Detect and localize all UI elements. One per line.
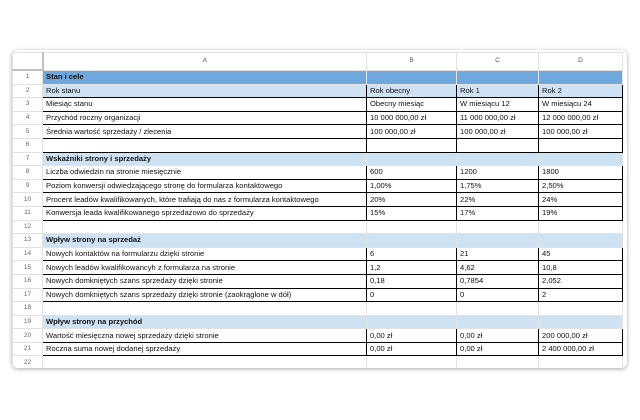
select-all-corner[interactable]: [13, 53, 43, 71]
cell-a18[interactable]: [43, 302, 367, 316]
cell-a12[interactable]: [43, 220, 367, 234]
cell-d6[interactable]: [539, 138, 623, 152]
cell-c15[interactable]: 4,62: [457, 261, 539, 275]
cell-c9[interactable]: 1,75%: [457, 179, 539, 193]
cell-c16[interactable]: 0,7854: [457, 274, 539, 288]
row-number[interactable]: 4: [13, 111, 43, 125]
cell-a20[interactable]: Wartość miesięczna nowej sprzedaży dzięki stronie: [43, 329, 367, 343]
row-number[interactable]: 8: [13, 166, 43, 180]
cell-a13[interactable]: Wpływ strony na sprzedaż: [43, 234, 367, 248]
table-row: [13, 274, 623, 288]
cell-c17[interactable]: 0: [457, 288, 539, 302]
cell-b15[interactable]: 1,2: [367, 261, 457, 275]
cell-c3[interactable]: W miesiącu 12: [457, 98, 539, 112]
cell-c10[interactable]: 22%: [457, 193, 539, 207]
cell-b21[interactable]: 0,00 zł: [367, 342, 457, 356]
column-header-b[interactable]: B: [367, 53, 457, 71]
cell-c14[interactable]: 21: [457, 247, 539, 261]
cell-a10[interactable]: Procent leadów kwalifikowanych, które trafiają do nas z formularza kontaktowego: [43, 193, 367, 207]
cell-c19[interactable]: [457, 315, 539, 329]
cell-d7[interactable]: [539, 152, 623, 166]
cell-d16[interactable]: 2,052: [539, 274, 623, 288]
table-row: [13, 288, 623, 302]
row-number[interactable]: 10: [13, 193, 43, 207]
cell-d12[interactable]: [539, 220, 623, 234]
table-row: [13, 84, 623, 98]
cell-d1[interactable]: [539, 70, 623, 84]
cell-b6[interactable]: [367, 138, 457, 152]
row-number[interactable]: 14: [13, 247, 43, 261]
cell-b7[interactable]: [367, 152, 457, 166]
cell-c12[interactable]: [457, 220, 539, 234]
row-number[interactable]: 15: [13, 261, 43, 275]
cell-b9[interactable]: 1,00%: [367, 179, 457, 193]
cell-b13[interactable]: [367, 234, 457, 248]
cell-b4[interactable]: 10 000 000,00 zł: [367, 111, 457, 125]
cell-d9[interactable]: 2,50%: [539, 179, 623, 193]
cell-d8[interactable]: 1800: [539, 166, 623, 180]
cell-c7[interactable]: [457, 152, 539, 166]
table-row: [13, 356, 623, 368]
cell-c6[interactable]: [457, 138, 539, 152]
cell-d20[interactable]: 200 000,00 zł: [539, 329, 623, 343]
row-number[interactable]: 5: [13, 125, 43, 139]
cell-a1[interactable]: Stan i cele: [43, 70, 367, 84]
table-row: [13, 315, 623, 329]
row-number[interactable]: 13: [13, 234, 43, 248]
table-row: [13, 247, 623, 261]
cell-c1[interactable]: [457, 70, 539, 84]
cell-d10[interactable]: 24%: [539, 193, 623, 207]
row-number[interactable]: 9: [13, 179, 43, 193]
column-header-c[interactable]: C: [457, 53, 539, 71]
cell-b3[interactable]: Obecny miesiąc: [367, 98, 457, 112]
row-number[interactable]: 3: [13, 98, 43, 112]
cell-d4[interactable]: 12 000 000,00 zł: [539, 111, 623, 125]
cell-b22[interactable]: [367, 356, 457, 368]
cell-a19[interactable]: Wpływ strony na przychód: [43, 315, 367, 329]
cell-d22[interactable]: [539, 356, 623, 368]
row-number[interactable]: 1: [13, 70, 43, 84]
cell-d18[interactable]: [539, 302, 623, 316]
table-row: [13, 125, 623, 139]
cell-a16[interactable]: Nowych domkniętych szans sprzedaży dzięki stronie: [43, 274, 367, 288]
row-number[interactable]: 17: [13, 288, 43, 302]
row-number[interactable]: 7: [13, 152, 43, 166]
cell-c8[interactable]: 1200: [457, 166, 539, 180]
row-number[interactable]: 22: [13, 356, 43, 368]
cell-a17[interactable]: Nowych domkniętych szans sprzedaży dzięki stronie (zaokrąglone w dół): [43, 288, 367, 302]
row-number[interactable]: 18: [13, 302, 43, 316]
cell-a7[interactable]: Wskaźniki strony i sprzedaży: [43, 152, 367, 166]
table-row: [13, 98, 623, 112]
cell-b19[interactable]: [367, 315, 457, 329]
cell-a8[interactable]: Liczba odwiedzin na stronie miesięcznie: [43, 166, 367, 180]
cell-d5[interactable]: 100 000,00 zł: [539, 125, 623, 139]
table-row: [13, 70, 623, 84]
cell-a15[interactable]: Nowych leadów kwalifikowancyh z formularza na stronie: [43, 261, 367, 275]
table-row: [13, 302, 623, 316]
row-number[interactable]: 11: [13, 206, 43, 220]
cell-a21[interactable]: Roczna suma nowej dodanej sprzedaży: [43, 342, 367, 356]
cell-a9[interactable]: Poziom konwersji odwiedzającego stronę do formularza kontaktowego: [43, 179, 367, 193]
cell-a6[interactable]: [43, 138, 367, 152]
cell-d19[interactable]: [539, 315, 623, 329]
table-row: [13, 261, 623, 275]
table-row: [13, 179, 623, 193]
cell-c4[interactable]: 11 000 000,00 zł: [457, 111, 539, 125]
cell-a2[interactable]: Rok stanu: [43, 84, 367, 98]
cell-d15[interactable]: 10,8: [539, 261, 623, 275]
cell-d2[interactable]: Rok 2: [539, 84, 623, 98]
cell-c11[interactable]: 17%: [457, 206, 539, 220]
cell-b14[interactable]: 6: [367, 247, 457, 261]
cell-b5[interactable]: 100 000,00 zł: [367, 125, 457, 139]
table-row: [13, 152, 623, 166]
cell-d11[interactable]: 19%: [539, 206, 623, 220]
table-row: [13, 206, 623, 220]
cell-b20[interactable]: 0,00 zł: [367, 329, 457, 343]
row-number[interactable]: 6: [13, 138, 43, 152]
cell-b12[interactable]: [367, 220, 457, 234]
column-header-row: [13, 53, 623, 71]
table-row: [13, 193, 623, 207]
row-number[interactable]: 2: [13, 84, 43, 98]
cell-b16[interactable]: 0,18: [367, 274, 457, 288]
cell-a22[interactable]: [43, 356, 367, 368]
cell-b10[interactable]: 20%: [367, 193, 457, 207]
cell-b11[interactable]: 15%: [367, 206, 457, 220]
row-number[interactable]: 19: [13, 315, 43, 329]
cell-b8[interactable]: 600: [367, 166, 457, 180]
cell-a4[interactable]: Przychód roczny organizacji: [43, 111, 367, 125]
cell-c2[interactable]: Rok 1: [457, 84, 539, 98]
column-header-d[interactable]: D: [539, 53, 623, 71]
cell-c13[interactable]: [457, 234, 539, 248]
table-row: [13, 111, 623, 125]
cell-b18[interactable]: [367, 302, 457, 316]
table-row: [13, 234, 623, 248]
table-row: [13, 220, 623, 234]
cell-a3[interactable]: Miesiąc stanu: [43, 98, 367, 112]
cell-d17[interactable]: 2: [539, 288, 623, 302]
table-row: [13, 138, 623, 152]
column-header-a[interactable]: A: [43, 53, 367, 71]
cell-c21[interactable]: 0,00 zł: [457, 342, 539, 356]
cell-c20[interactable]: 0,00 zł: [457, 329, 539, 343]
cell-d3[interactable]: W miesiącu 24: [539, 98, 623, 112]
cell-d21[interactable]: 2 400 000,00 zł: [539, 342, 623, 356]
spreadsheet-grid: [12, 52, 623, 368]
cell-b17[interactable]: 0: [367, 288, 457, 302]
row-number[interactable]: 16: [13, 274, 43, 288]
cell-c22[interactable]: [457, 356, 539, 368]
row-number[interactable]: 12: [13, 220, 43, 234]
cell-a5[interactable]: Średnia wartość sprzedaży / zlecenia: [43, 125, 367, 139]
cell-b2[interactable]: Rok obecny: [367, 84, 457, 98]
cell-b1[interactable]: [367, 70, 457, 84]
cell-a14[interactable]: Nowych kontaktów na formularzu dzięki stronie: [43, 247, 367, 261]
table-row: [13, 166, 623, 180]
spreadsheet-card: [12, 50, 627, 368]
row-number[interactable]: 20: [13, 329, 43, 343]
cell-c5[interactable]: 100 000,00 zł: [457, 125, 539, 139]
cell-d14[interactable]: 45: [539, 247, 623, 261]
table-row: [13, 329, 623, 343]
row-number[interactable]: 21: [13, 342, 43, 356]
cell-a11[interactable]: Konwersja leada kwalifikowanego sprzedażowo do sprzedaży: [43, 206, 367, 220]
cell-d13[interactable]: [539, 234, 623, 248]
table-row: [13, 342, 623, 356]
cell-c18[interactable]: [457, 302, 539, 316]
